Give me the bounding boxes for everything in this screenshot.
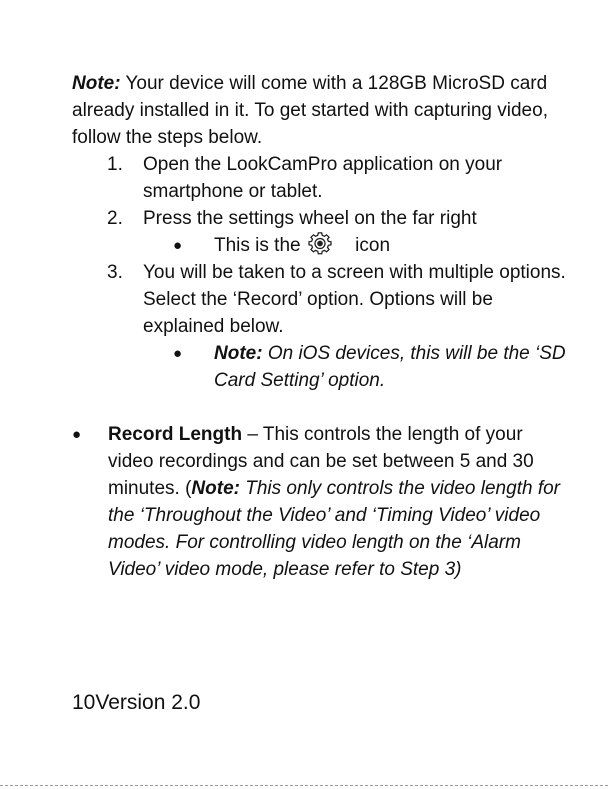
step-number: 1. [107,154,123,175]
record-length-note-label: Note: [191,478,240,499]
step-sub-list [72,232,572,259]
steps-list [72,151,572,394]
step-text: Open the LookCamPro application on your smartphone or tablet. [143,154,503,202]
sub-bullet-text-before: This is the [214,235,301,256]
bullet-dot: ● [173,237,183,254]
step-item [72,151,572,205]
record-length-bullet [72,421,572,583]
step-text: You will be taken to a screen with multiple options. Select the ‘Record’ option. Options will be explained below. [143,262,566,337]
record-length-term: Record Length [108,424,243,445]
gear-icon-svg [308,232,332,256]
step-sub-list [72,340,572,394]
intro-note-label: Note: [72,73,121,94]
record-length-note-text: This only controls the video length for the ‘Throughout the Video’ and ‘Timing Video’ video modes. For controlling video length on the ‘Alarm Video’ video mode, please refer to Step 3) [108,478,560,580]
bullet-dot: ● [72,426,82,443]
intro-paragraph [72,70,572,151]
sub-bullet-note-label: Note: [214,343,263,364]
version-label: Version 2.0 [95,691,201,714]
step-number: 2. [107,208,123,229]
sub-bullet-text-after: icon [355,235,391,256]
record-length-section [72,421,572,583]
gear-icon [308,232,332,256]
page-footer [72,689,200,716]
intro-text: Your device will come with a 128GB MicroSD card already installed in it. To get started with capturing video, follow the steps below. [72,73,548,148]
step-item [72,259,572,394]
page-content [72,70,572,583]
step-sub-bullet [72,340,572,394]
page-number: 10 [72,691,96,714]
record-length-description: – This controls the length of your video recordings and can be set between 5 and 30 minutes. ( [108,424,534,499]
bullet-dot: ● [173,345,183,362]
step-item [72,205,572,259]
sub-bullet-note-text: On iOS devices, this will be the ‘SD Card Setting’ option. [214,343,566,391]
step-number: 3. [107,262,123,283]
step-sub-bullet [72,232,572,259]
page-bottom-rule [0,785,608,786]
step-text: Press the settings wheel on the far right [143,208,477,229]
sub-bullet-note [214,343,566,391]
